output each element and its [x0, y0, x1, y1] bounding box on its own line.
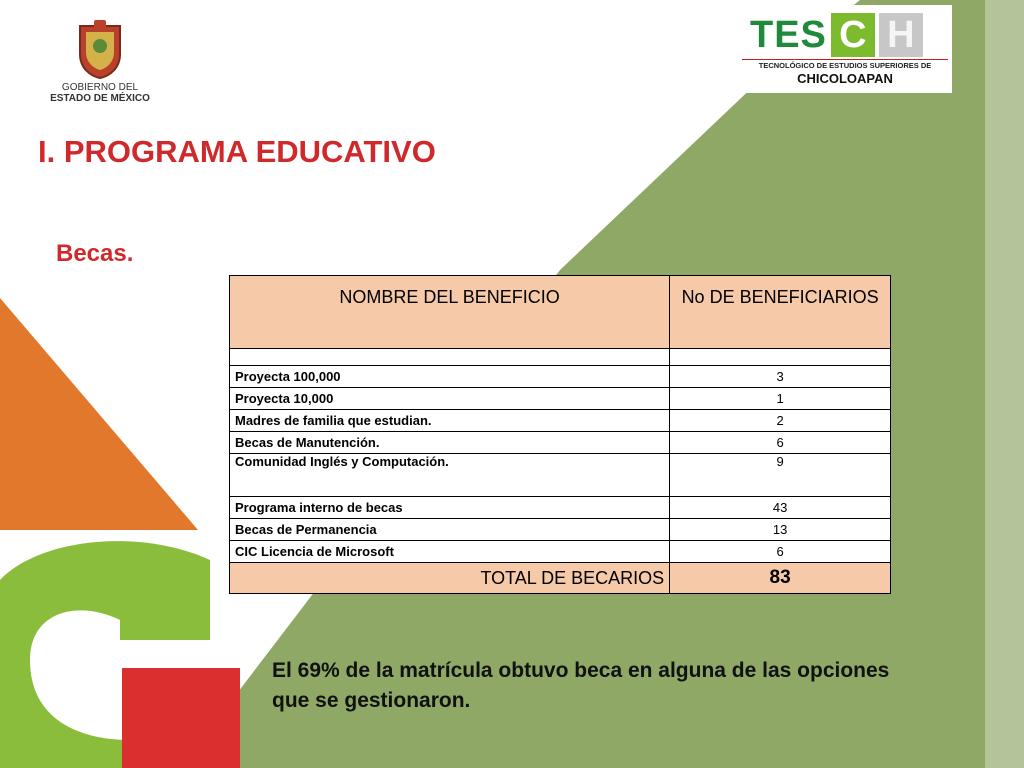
coat-of-arms-icon — [74, 20, 126, 80]
tesch-wordmark — [750, 11, 923, 59]
table-row — [230, 541, 891, 563]
gov-line-2: ESTADO DE MÉXICO — [50, 93, 150, 104]
gov-line-1: GOBIERNO DEL — [61, 82, 139, 93]
tesch-logo — [736, 5, 952, 93]
row-count: 2 — [670, 410, 891, 432]
table-row — [230, 388, 891, 410]
summary-note: El 69% de la matrícula obtuvo beca en alguna de las opciones que se gestionaron. — [272, 659, 890, 712]
blank-cell — [670, 349, 891, 366]
total-value: 83 — [670, 563, 891, 594]
gobierno-logo — [40, 20, 160, 110]
table-blank-row — [230, 349, 891, 366]
tesch-c-letter: C — [831, 13, 875, 57]
table-header-row — [230, 276, 891, 349]
table-row — [230, 454, 891, 497]
row-count: 3 — [670, 366, 891, 388]
tesch-h-letter: H — [879, 13, 923, 57]
row-count: 13 — [670, 519, 891, 541]
tesch-tes-text: TES — [750, 13, 827, 56]
header-nombre: NOMBRE DEL BENEFICIO — [230, 276, 670, 349]
table-row — [230, 497, 891, 519]
table-row — [230, 432, 891, 454]
row-count: 1 — [670, 388, 891, 410]
tesch-city: CHICOLOAPAN — [797, 71, 893, 86]
blank-cell — [230, 349, 670, 366]
row-name: Becas de Manutención. — [230, 432, 670, 454]
table-row — [230, 519, 891, 541]
row-count: 6 — [670, 541, 891, 563]
row-name: Proyecta 100,000 — [230, 366, 670, 388]
becas-table — [229, 275, 891, 594]
row-name: Madres de familia que estudian. — [230, 410, 670, 432]
slide-title: I. PROGRAMA EDUCATIVO — [38, 134, 436, 169]
header-beneficiarios: No DE BENEFICIARIOS — [670, 276, 891, 349]
slide-subtitle: Becas. — [56, 240, 134, 267]
row-name: Proyecta 10,000 — [230, 388, 670, 410]
g-red-bar — [122, 668, 240, 768]
row-name: CIC Licencia de Microsoft — [230, 541, 670, 563]
row-name: Comunidad Inglés y Computación. — [230, 454, 670, 497]
table-row — [230, 410, 891, 432]
row-count: 43 — [670, 497, 891, 519]
gobierno-text — [40, 82, 160, 104]
row-name: Becas de Permanencia — [230, 519, 670, 541]
row-name: Programa interno de becas — [230, 497, 670, 519]
light-green-shape — [985, 0, 1024, 768]
total-label: TOTAL DE BECARIOS — [230, 563, 670, 594]
table-row — [230, 366, 891, 388]
orange-triangle — [0, 298, 198, 530]
tesch-subtitle: TECNOLÓGICO DE ESTUDIOS SUPERIORES DE — [742, 59, 948, 70]
row-count: 9 — [670, 454, 891, 497]
table-total-row — [230, 563, 891, 594]
row-count: 6 — [670, 432, 891, 454]
